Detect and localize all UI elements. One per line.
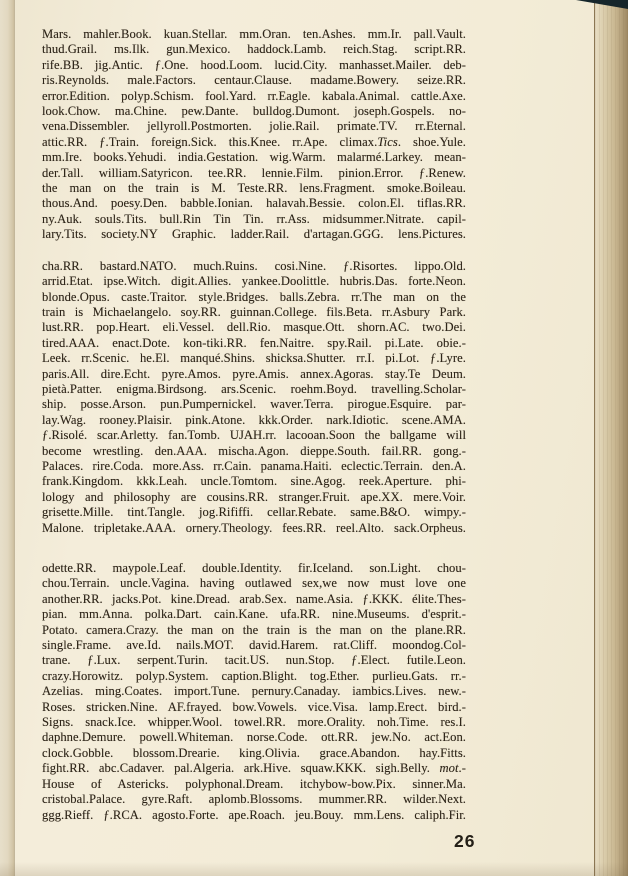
text-line: train is Michaelangelo. soy.RR. guinnan.College. fils.Beta. rr.Asbury Park. bbox=[42, 304, 466, 319]
text-line: Potato. camera.Crazy. the man on the train is the man on the plane.RR. bbox=[42, 622, 466, 637]
text-line: Roses. stricken.Nine. AF.frayed. bow.Vowels. vice.Visa. lamp.Erect. bird.- bbox=[42, 699, 466, 714]
text-line: grisette.Mille. tint.Tangle. jog.Rififfi. cellar.Rebate. same.B&O. wimpy.- bbox=[42, 505, 466, 520]
top-right-corner-shadow bbox=[576, 0, 628, 9]
text-line: Signs. snack.Ice. whipper.Wool. towel.RR. more.Orality. noh.Time. res.I. bbox=[42, 715, 466, 730]
text-line: lust.RR. pop.Heart. eli.Vessel. dell.Rio. masque.Ott. shorn.AC. two.Dei. bbox=[42, 320, 466, 335]
text-line: become wrestling. den.AAA. mischa.Agon. dieppe.South. fail.RR. gong.- bbox=[42, 443, 466, 458]
text-line: lay.Wag. rooney.Plaisir. pink.Atone. kkk.Order. nark.Idiotic. scene.AMA. bbox=[42, 412, 466, 427]
paragraph-1 bbox=[42, 27, 466, 243]
text-line: cha.RR. bastard.NATO. much.Ruins. cosi.Nine. ƒ.Risortes. lippo.Old. bbox=[42, 258, 466, 273]
text-line: attic.RR. ƒ.Train. foreign.Sick. this.Knee. rr.Ape. climax.Tics. shoe.Yule. bbox=[42, 134, 466, 149]
page-number: 26 bbox=[454, 831, 476, 851]
text-line: Azelias. ming.Coates. import.Tune. pernury.Canaday. iambics.Lives. new.- bbox=[42, 684, 466, 699]
text-line: rife.BB. jig.Antic. ƒ.One. hood.Loom. lucid.City. manhasset.Mailer. deb- bbox=[42, 57, 466, 72]
text-line: thud.Grail. ms.Ilk. gun.Mexico. haddock.Lamb. reich.Stag. script.RR. bbox=[42, 42, 466, 57]
text-line: chou.Terrain. uncle.Vagina. having outlawed sex,we now must love one bbox=[42, 576, 466, 591]
text-line: pian. mm.Anna. polka.Dart. cain.Kane. ufa.RR. nine.Museums. d'esprit.- bbox=[42, 607, 466, 622]
text-line: frank.Kingdom. kkk.Leah. uncle.Tomtom. sine.Agog. reek.Aperture. phi- bbox=[42, 474, 466, 489]
text-line: mm.Ire. books.Yehudi. india.Gestation. wig.Warm. malarmé.Larkey. mean- bbox=[42, 150, 466, 165]
text-line: blonde.Opus. caste.Traitor. style.Bridges. balls.Zebra. rr.The man on the bbox=[42, 289, 466, 304]
text-line: trane. ƒ.Lux. serpent.Turin. tacit.US. nun.Stop. ƒ.Elect. futile.Leon. bbox=[42, 653, 466, 668]
page-left-gutter-edge bbox=[0, 0, 15, 876]
text-line: ship. posse.Arson. pun.Pumpernickel. waver.Terra. pirogue.Esquire. par- bbox=[42, 397, 466, 412]
text-line: ny.Auk. souls.Tits. bull.Rin Tin Tin. rr.Ass. midsummer.Nitrate. capil- bbox=[42, 211, 466, 226]
text-line: look.Chow. ma.Chine. pew.Dante. bulldog.Dumont. joseph.Gospels. no- bbox=[42, 104, 466, 119]
text-line: pietà.Patter. enigma.Birdsong. ars.Scenic. roehm.Boyd. travelling.Scholar- bbox=[42, 381, 466, 396]
text-line: fight.RR. abc.Cadaver. pal.Algeria. ark.Hive. squaw.KKK. sigh.Belly. mot.- bbox=[42, 761, 466, 776]
text-line: ris.Reynolds. male.Factors. centaur.Clause. madame.Bowery. seize.RR. bbox=[42, 73, 466, 88]
bottom-edge-shadow bbox=[0, 862, 628, 876]
text-line: daphne.Demure. powell.Whiteman. norse.Code. ott.RR. jew.No. act.Eon. bbox=[42, 730, 466, 745]
text-line: error.Edition. polyp.Schism. fool.Yard. rr.Eagle. kabala.Animal. cattle.Axe. bbox=[42, 88, 466, 103]
text-line: cristobal.Palace. gyre.Raft. aplomb.Blossoms. mummer.RR. wilder.Next. bbox=[42, 792, 466, 807]
paragraph-2 bbox=[42, 259, 466, 536]
text-line: lology and philosophy are cousins.RR. stranger.Fruit. ape.XX. mere.Voir. bbox=[42, 489, 466, 504]
text-line: paris.All. dire.Echt. pyre.Amos. pyre.Amis. annex.Agoras. stay.Te Deum. bbox=[42, 366, 466, 381]
text-line: House of Astericks. polyphonal.Dream. itchybow-bow.Pix. sinner.Ma. bbox=[42, 776, 466, 791]
page-right-stacked-edge bbox=[594, 0, 628, 876]
text-line: vena.Dissembler. jellyroll.Postmorten. jolie.Rail. primate.TV. rr.Eternal. bbox=[42, 119, 466, 134]
text-line: the man on the train is M. Teste.RR. lens.Fragment. smoke.Boileau. bbox=[42, 181, 466, 196]
text-line: Mars. mahler.Book. kuan.Stellar. mm.Oran. ten.Ashes. mm.Ir. pall.Vault. bbox=[42, 27, 466, 41]
text-line: Malone. tripletake.AAA. ornery.Theology. fees.RR. reel.Alto. sack.Orpheus. bbox=[42, 520, 466, 535]
text-line: arrid.Etat. ipse.Witch. digit.Allies. yankee.Doolittle. hubris.Das. forte.Neon. bbox=[42, 274, 466, 289]
text-line: lary.Tits. society.NY Graphic. ladder.Rail. d'artagan.GGG. lens.Pictures. bbox=[42, 227, 466, 242]
page-text-block bbox=[42, 27, 466, 823]
text-line: single.Frame. ave.Id. nails.MOT. david.Harem. rat.Cliff. moondog.Col- bbox=[42, 638, 466, 653]
text-line: ggg.Rieff. ƒ.RCA. agosto.Forte. ape.Roach. jeu.Bouy. mm.Lens. caliph.Fir. bbox=[42, 807, 466, 822]
text-line: crazy.Horowitz. polyp.System. caption.Blight. tog.Ether. purlieu.Gats. rr.- bbox=[42, 668, 466, 683]
text-line: another.RR. jacks.Pot. kine.Dread. arab.Sex. name.Asia. ƒ.KKK. élite.Thes- bbox=[42, 591, 466, 606]
text-line: odette.RR. maypole.Leaf. double.Identity. fir.Iceland. son.Light. chou- bbox=[42, 561, 466, 575]
text-line: Palaces. rire.Coda. more.Ass. rr.Cain. panama.Haiti. eclectic.Terrain. den.A. bbox=[42, 458, 466, 473]
text-line: Leek. rr.Scenic. he.El. manqué.Shins. shicksa.Shutter. rr.I. pi.Lot. ƒ.Lyre. bbox=[42, 351, 466, 366]
paragraph-3 bbox=[42, 561, 466, 823]
text-line: clock.Gobble. blossom.Drearie. king.Olivia. grace.Abandon. hay.Fitts. bbox=[42, 745, 466, 760]
text-line: ƒ.Risolé. scar.Arletty. fan.Tomb. UJAH.rr. lacooan.Soon the ballgame will bbox=[42, 428, 466, 443]
text-line: thous.And. poesy.Den. babble.Ionian. halavah.Bessie. colon.El. tiflas.RR. bbox=[42, 196, 466, 211]
text-line: der.Tall. william.Satyricon. tee.RR. lennie.Film. pinion.Error. ƒ.Renew. bbox=[42, 165, 466, 180]
text-line: tired.AAA. enact.Dote. kon-tiki.RR. fen.Naitre. spy.Rail. pi.Late. obie.- bbox=[42, 335, 466, 350]
